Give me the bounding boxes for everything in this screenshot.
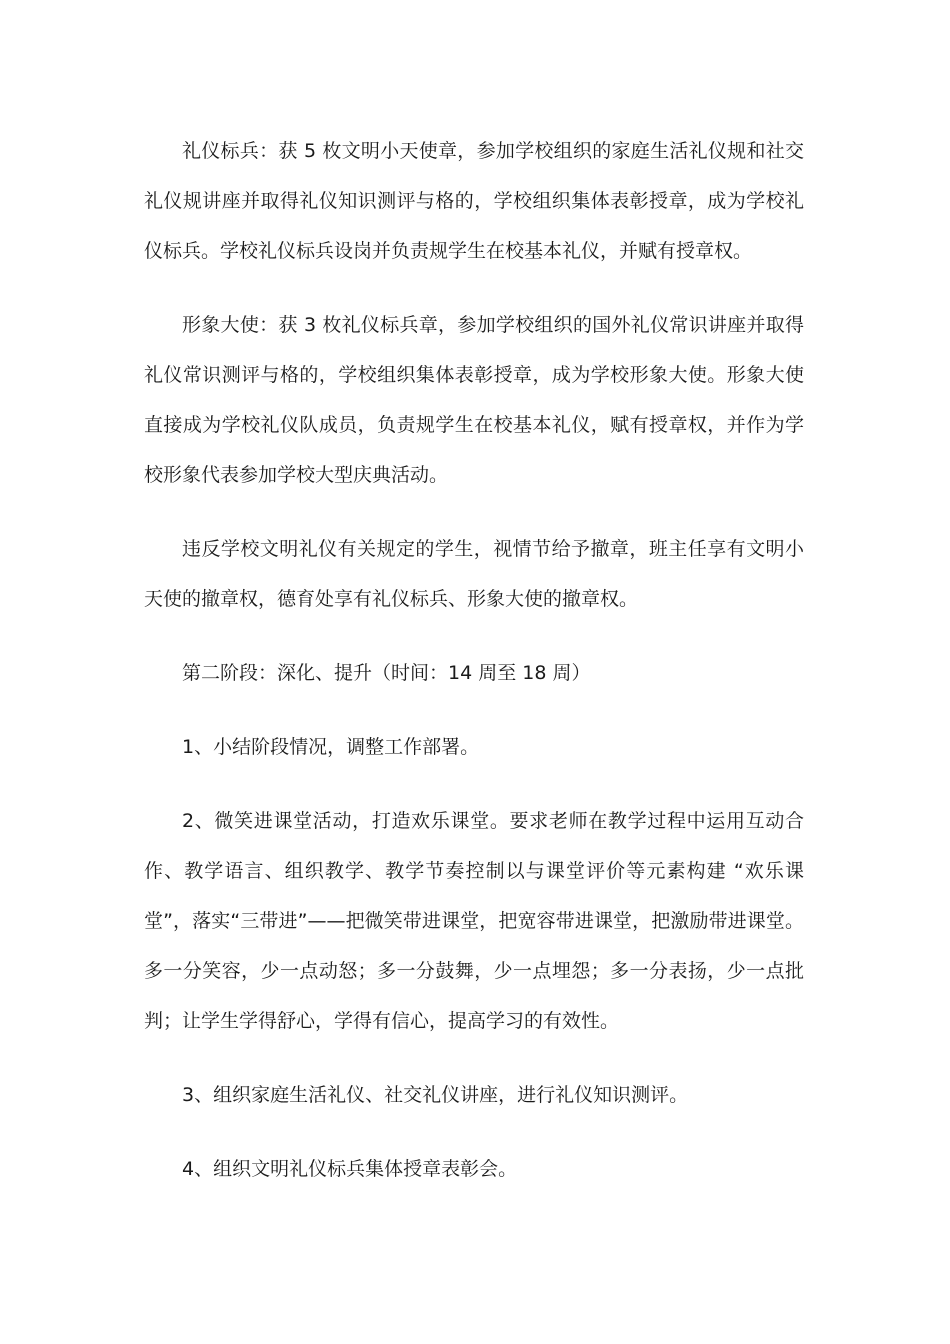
paragraph-item-1: 1、小结阶段情况，调整工作部署。	[182, 736, 480, 758]
paragraph-badge-revocation: 违反学校文明礼仪有关规定的学生，视情节给予撤章，班主任享有文明小天使的撤章权，德育处享有礼仪标兵、形象大使的撤章权。	[144, 538, 804, 610]
paragraph-item-3: 3、组织家庭生活礼仪、社交礼仪讲座，进行礼仪知识测评。	[182, 1084, 689, 1106]
paragraph-phase-two-heading: 第二阶段：深化、提升（时间：14 周至 18 周）	[182, 662, 591, 684]
paragraph-image-ambassador: 形象大使：获 3 枚礼仪标兵章，参加学校组织的国外礼仪常识讲座并取得礼仪常识测评与格的，学校组织集体表彰授章，成为学校形象大使。形象大使直接成为学校礼仪队成员，负责规学生在校基本礼仪，赋有授章权，并作为学校形象代表参加学校大型庆典活动。	[144, 314, 804, 486]
paragraph-item-4: 4、组织文明礼仪标兵集体授章表彰会。	[182, 1158, 518, 1180]
paragraph-item-2: 2、微笑进课堂活动，打造欢乐课堂。要求老师在教学过程中运用互动合作、教学语言、组织教学、教学节奏控制以与课堂评价等元素构建 “欢乐课堂”，落实“三带进”——把微笑带进课堂，把宽容带进课堂，把激励带进课堂。多一分笑容，少一点动怒；多一分鼓舞，少一点埋怨；多一分表扬，少一点批判；让学生学得舒心，学得有信心，提高学习的有效性。	[144, 810, 804, 1032]
paragraph-etiquette-model: 礼仪标兵：获 5 枚文明小天使章，参加学校组织的家庭生活礼仪规和社交礼仪规讲座并取得礼仪知识测评与格的，学校组织集体表彰授章，成为学校礼仪标兵。学校礼仪标兵设岗并负责规学生在校基本礼仪，并赋有授章权。	[144, 140, 804, 262]
document-body	[144, 126, 804, 1218]
